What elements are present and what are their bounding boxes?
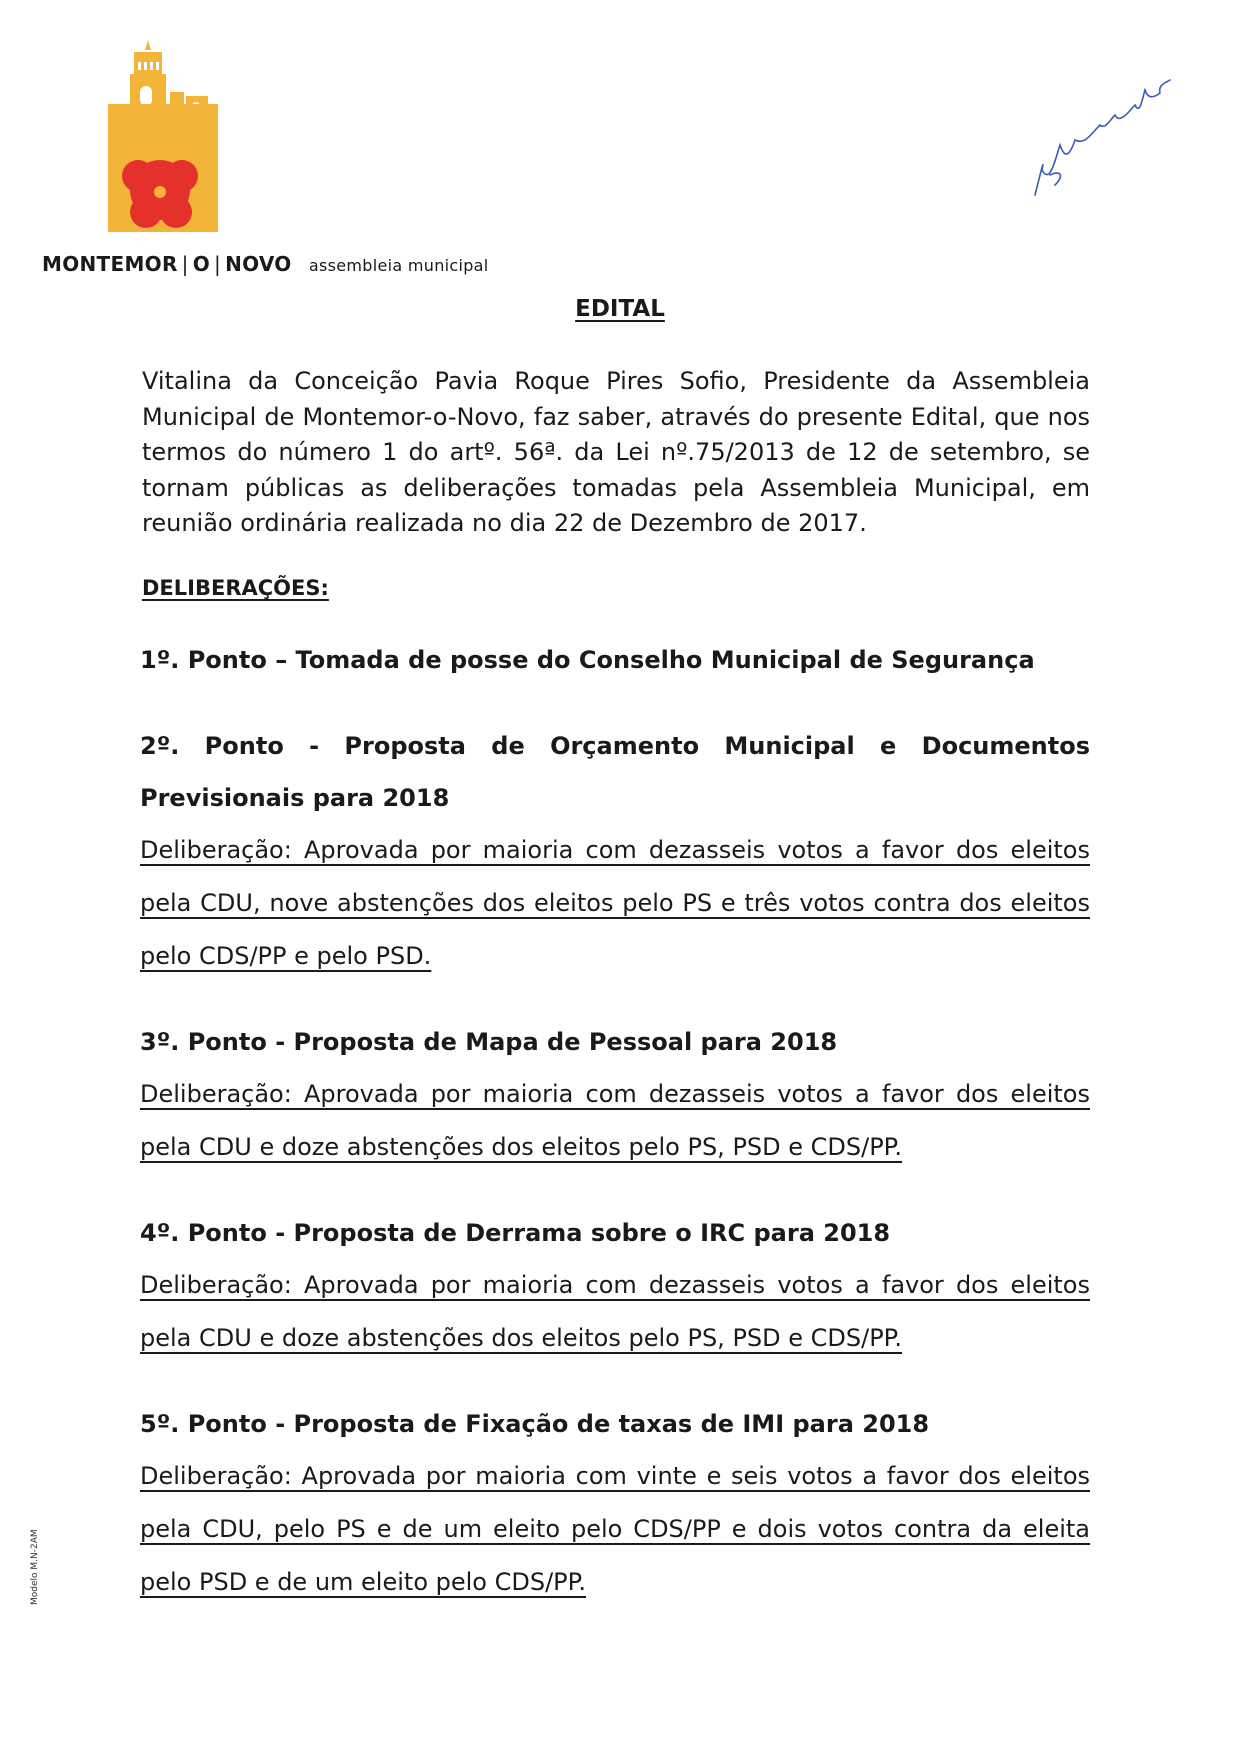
intro-paragraph: Vitalina da Conceição Pavia Roque Pires Sofio, Presidente da Assembleia Municipal de Montemor-o-Novo, faz saber, através do presente Edital, que nos termos do número 1 do artº. 56ª. da Lei nº.75/2013 de 12 de setembro, se tornam públicas as deliberações tomadas pela Assembleia Municipal, em reunião ordinária realizada no dia 22 de Dezembro de 2017.	[142, 367, 1090, 537]
section-title: DELIBERAÇÕES:	[142, 576, 329, 600]
brand-subtitle: assembleia municipal	[308, 256, 489, 275]
model-label: Modelo M.N-2AM	[30, 1529, 40, 1605]
brand-left: MONTEMOR	[42, 252, 178, 276]
agenda-item-deliberation: Deliberação: Aprovada por maioria com dezasseis votos a favor dos eleitos pela CDU e doze abstenções dos eleitos pelo PS, PSD e CDS/PP.	[140, 1271, 1090, 1352]
agenda-item-deliberation: Deliberação: Aprovada por maioria com dezasseis votos a favor dos eleitos pela CDU e doze abstenções dos eleitos pelo PS, PSD e CDS/PP.	[140, 1080, 1090, 1161]
brand-name: MONTEMOR | O | NOVO assembleia municipal	[42, 252, 489, 276]
agenda-item-title: 3º. Ponto - Proposta de Mapa de Pessoal para 2018	[140, 1028, 838, 1056]
brand-right: NOVO	[225, 252, 292, 276]
agenda-item-2	[140, 720, 1090, 983]
agenda-item-title: 5º. Ponto - Proposta de Fixação de taxas de IMI para 2018	[140, 1410, 930, 1438]
montemor-logo	[108, 40, 228, 240]
agenda-item-deliberation: Deliberação: Aprovada por maioria com dezasseis votos a favor dos eleitos pela CDU, nove abstenções dos eleitos pelo PS e três votos contra dos eleitos pelo CDS/PP e pelo PSD.	[140, 836, 1090, 970]
agenda-item-deliberation: Deliberação: Aprovada por maioria com vinte e seis votos a favor dos eleitos pela CDU, pelo PS e de um eleito pelo CDS/PP e dois votos contra da eleita pelo PSD e de um eleito pelo CDS/PP.	[140, 1462, 1090, 1596]
brand-mid: O	[192, 252, 211, 276]
signature-icon	[1030, 75, 1190, 215]
agenda-item-3	[140, 1016, 1090, 1174]
agenda-item-4	[140, 1207, 1090, 1365]
agenda-item-title: 2º. Ponto - Proposta de Orçamento Municipal e Documentos Previsionais para 2018	[140, 732, 1090, 812]
document-title: EDITAL	[575, 296, 665, 322]
agenda-item-5	[140, 1398, 1090, 1609]
agenda-item-title: 1º. Ponto – Tomada de posse do Conselho Municipal de Segurança	[140, 646, 1035, 674]
agenda-item-1	[140, 634, 1090, 686]
agenda-item-title: 4º. Ponto - Proposta de Derrama sobre o IRC para 2018	[140, 1219, 891, 1247]
